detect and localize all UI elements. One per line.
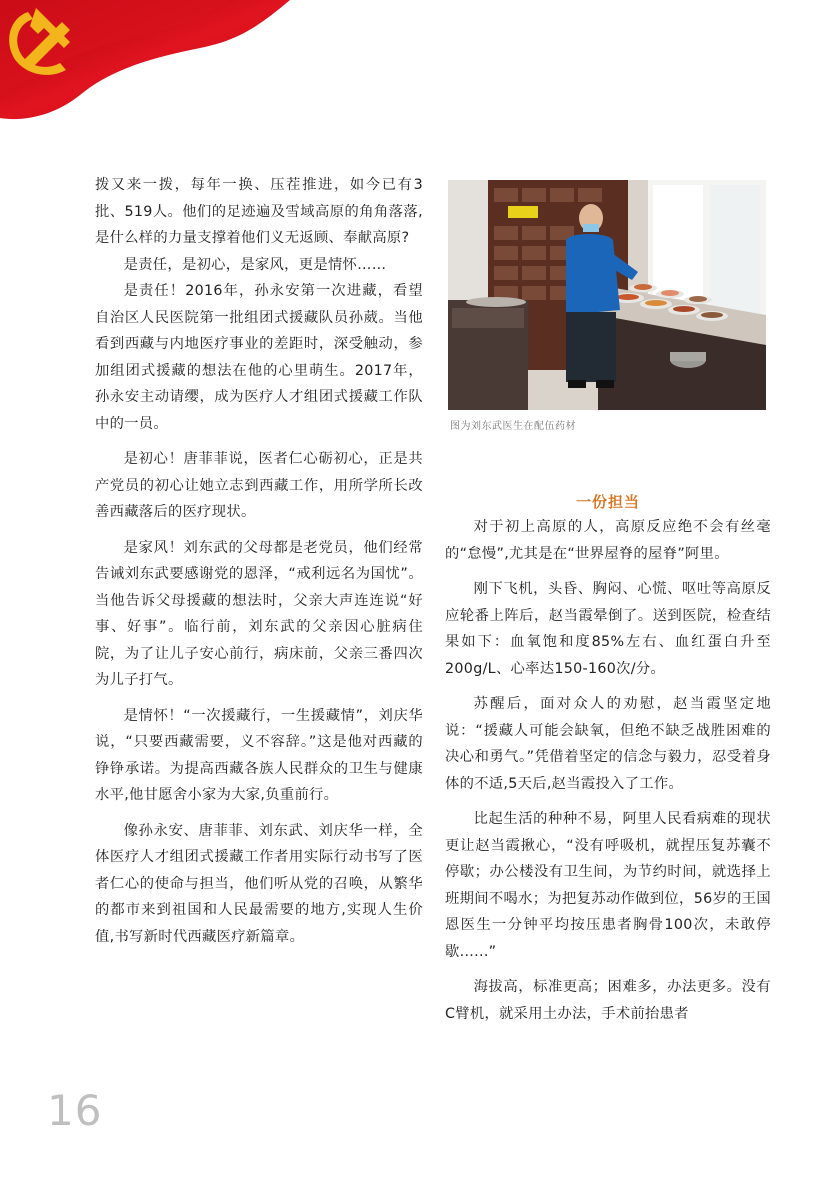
paragraph: 是责任！2016年，孙永安第一次进藏，看望自治区人民医院第一批组团式援藏队员孙葳。当他看到西藏与内地医疗事业的差距时，深受触动，参加组团式援藏的想法在他的心里萌生。2017年，孙永安主动请缨，成为医疗人才组团式援藏工作队中的一员。 (95, 283, 423, 432)
paragraph: 海拔高，标准更高；困难多，办法更多。没有C臂机，就采用土办法，手术前抬患者 (445, 979, 771, 1022)
article-photo (448, 180, 766, 410)
right-text-column (445, 514, 771, 1027)
party-flag-banner (0, 0, 290, 125)
photo-caption: 图为刘东武医生在配伍药材 (450, 421, 576, 432)
paragraph: 刚下飞机，头昏、胸闷、心慌、呕吐等高原反应轮番上阵后，赵当霞晕倒了。送到医院，检查结果如下：血氧饱和度85%左右、血红蛋白升至200g/L、心率达150-160次/分。 (445, 581, 771, 677)
paragraph: 比起生活的种种不易，阿里人民看病难的现状更让赵当霞揪心，“没有呼吸机，就捏压复苏囊不停歇；办公楼没有卫生间，为节约时间，就选择上班期间不喝水；为把复苏动作做到位，56岁的王国恩医生一分钟平均按压患者胸骨100次，未敢停歇......” (445, 811, 771, 960)
section-heading: 一份担当 (575, 493, 640, 511)
paragraph: 对于初上高原的人，高原反应绝不会有丝毫的“怠慢”,尤其是在“世界屋脊的屋脊”阿里。 (445, 519, 771, 562)
paragraph: 是情怀！“一次援藏行，一生援藏情”，刘庆华说，“只要西藏需要，义不容辞。”这是他对西藏的铮铮承诺。为提高西藏各族人民群众的卫生与健康水平,他甘愿舍小家为大家,负重前行。 (95, 707, 423, 803)
paragraph: 苏醒后，面对众人的劝慰，赵当霞坚定地说：“援藏人可能会缺氧，但绝不缺乏战胜困难的决心和勇气。”凭借着坚定的信念与毅力，忍受着身体的不适,5天后,赵当霞投入了工作。 (445, 696, 771, 792)
paragraph: 是家风！刘东武的父母都是老党员，他们经常告诫刘东武要感谢党的恩泽，“戒利远名为国忧”。当他告诉父母援藏的想法时，父亲大声连连说“好事、好事”。临行前，刘东武的父亲因心脏病住院，为了让儿子安心前行，病床前，父亲三番四次为儿子打气。 (95, 539, 423, 688)
paragraph: 拨又来一拨，每年一换、压茬推进，如今已有3批、519人。他们的足迹遍及雪域高原的角角落落,是什么样的力量支撑着他们义无返顾、奉献高原? (95, 177, 423, 246)
paragraph: 像孙永安、唐菲菲、刘东武、刘庆华一样，全体医疗人才组团式援藏工作者用实际行动书写了医者仁心的使命与担当，他们听从党的召唤，从繁华的都市来到祖国和人民最需要的地方,实现人生价值,书写新时代西藏医疗新篇章。 (95, 822, 423, 945)
paragraph: 是责任，是初心，是家风，更是情怀…… (123, 256, 387, 273)
page-number: 16 (47, 1086, 103, 1135)
doctor-pharmacy-illustration (448, 180, 766, 410)
paragraph: 是初心！唐菲菲说，医者仁心砺初心，正是共产党员的初心让她立志到西藏工作，用所学所长改善西藏落后的医疗现状。 (95, 451, 423, 520)
left-text-column (95, 172, 423, 950)
